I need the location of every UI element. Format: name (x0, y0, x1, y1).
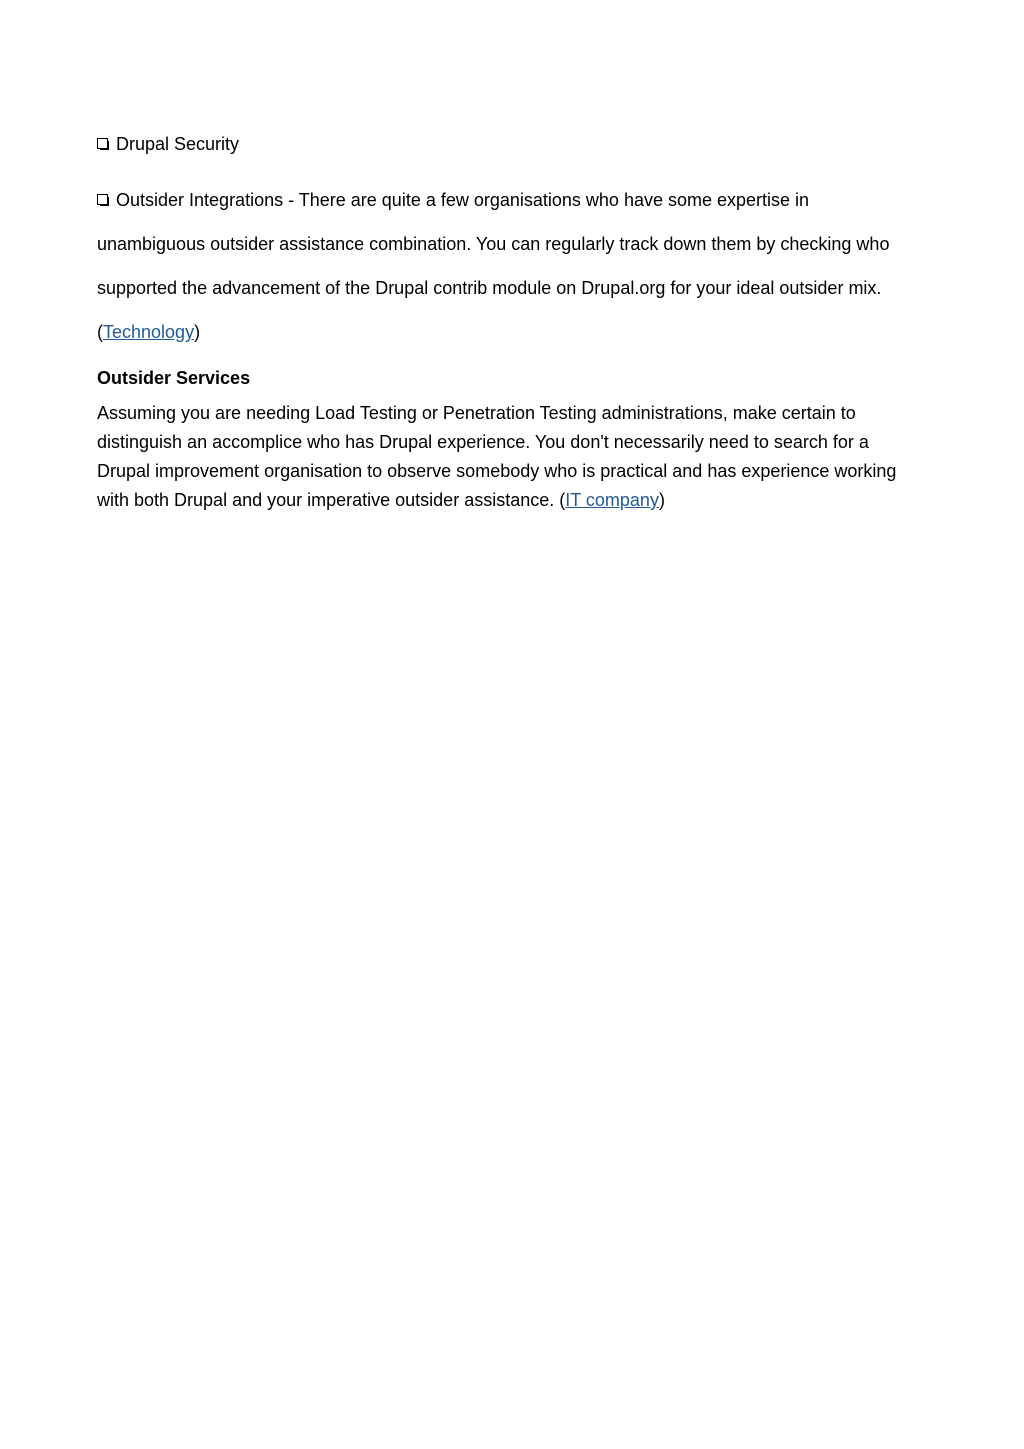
checkbox-bullet-icon (97, 138, 109, 150)
section-paragraph (97, 399, 897, 515)
technology-link[interactable]: Technology (103, 322, 195, 342)
checkbox-bullet-icon (97, 194, 109, 206)
section-heading: Outsider Services (97, 368, 251, 388)
bullet-item-drupal-security (97, 131, 897, 157)
bullet-text-closing: ) (194, 322, 201, 342)
bullet-text: Outsider Integrations - There are quite a few organisations who have some expertise in unambiguous outsider assistance combination. You can regularly track down them by checking who supported the advancement of the Drupal contrib module on Drupal.org for your ideal outsider mix. ( (97, 190, 890, 342)
paragraph-text-closing: ) (658, 490, 665, 510)
paragraph-text: Assuming you are needing Load Testing or Penetration Testing administrations, make certain to distinguish an accomplice who has Drupal experience. You don't necessarily need to search for a Drupal improvement organisation to observe somebody who is practical and has experience working with both Drupal and your imperative outsider assistance. ( (97, 403, 897, 510)
bullet-item-outsider-integrations (97, 178, 897, 354)
bullet-text: Drupal Security (116, 134, 240, 154)
it-company-link[interactable]: IT company (565, 490, 659, 510)
